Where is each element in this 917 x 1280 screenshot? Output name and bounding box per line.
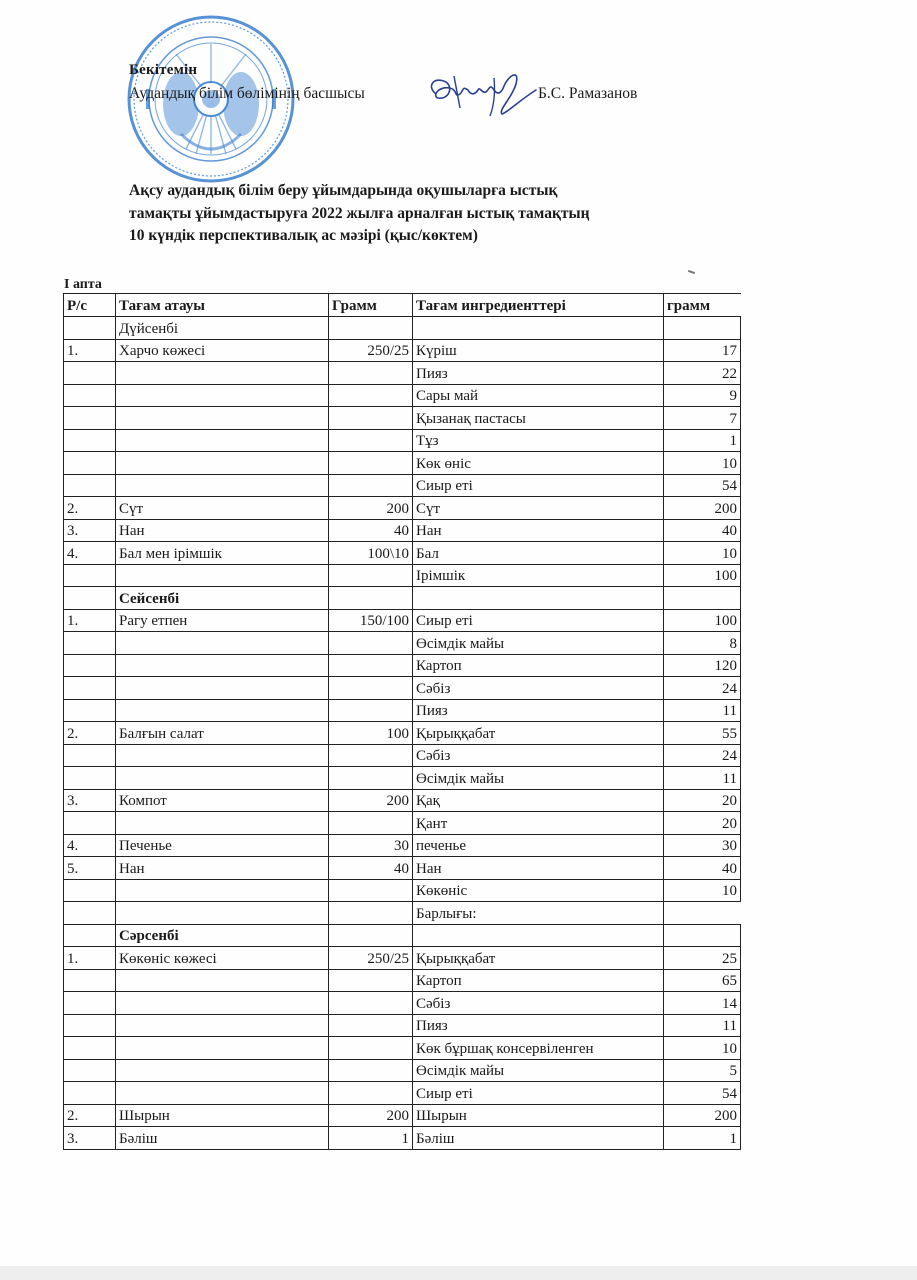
total-row — [64, 902, 741, 925]
cell-ingredient-gram: 10 — [664, 879, 741, 902]
cell-gram: 200 — [329, 1104, 413, 1127]
table-row — [64, 879, 741, 902]
document-title — [129, 180, 729, 248]
cell-gram — [329, 654, 413, 677]
cell-ingredient-gram: 1 — [664, 429, 741, 452]
cell-gram — [329, 1037, 413, 1060]
cell-dish — [116, 1037, 329, 1060]
table-body — [64, 317, 741, 1150]
cell-gram — [329, 407, 413, 430]
cell-ingredient: Сиыр еті — [413, 609, 664, 632]
cell-number — [64, 452, 116, 475]
cell-number — [64, 812, 116, 835]
cell-ingredient: Көк өніс — [413, 452, 664, 475]
cell-gram: 250/25 — [329, 947, 413, 970]
cell-ingredient: Сәбіз — [413, 677, 664, 700]
table-row — [64, 564, 741, 587]
cell-dish — [116, 564, 329, 587]
menu-table — [63, 293, 741, 1150]
table-row — [64, 1104, 741, 1127]
cell-ingredient-gram: 8 — [664, 632, 741, 655]
cell-ingredient-gram: 11 — [664, 699, 741, 722]
cell-dish — [116, 699, 329, 722]
week-label: I апта — [64, 277, 102, 292]
table-row — [64, 407, 741, 430]
table-header-row — [64, 294, 741, 317]
column-header-gram: Грамм — [329, 294, 413, 317]
cell-gram — [329, 744, 413, 767]
cell-gram — [329, 587, 413, 610]
cell-ingredient-gram: 40 — [664, 857, 741, 880]
cell-gram: 200 — [329, 497, 413, 520]
cell-ingredient-gram: 1 — [664, 1127, 741, 1150]
cell-dish: Сейсенбі — [116, 587, 329, 610]
table-row — [64, 497, 741, 520]
cell-number — [64, 924, 116, 947]
cell-ingredient: Картоп — [413, 969, 664, 992]
cell-gram — [329, 879, 413, 902]
cell-ingredient: Сиыр еті — [413, 1082, 664, 1105]
cell-number — [64, 744, 116, 767]
day-row — [64, 317, 741, 340]
table-row — [64, 339, 741, 362]
table-row — [64, 362, 741, 385]
cell-number — [64, 677, 116, 700]
cell-ingredient-gram: 200 — [664, 1104, 741, 1127]
table-row — [64, 722, 741, 745]
cell-number — [64, 564, 116, 587]
cell-gram — [329, 564, 413, 587]
cell-ingredient-gram: 10 — [664, 542, 741, 565]
cell-ingredient: Нан — [413, 857, 664, 880]
cell-ingredient — [413, 317, 664, 340]
cell-ingredient: Шырын — [413, 1104, 664, 1127]
cell-ingredient: Қақ — [413, 789, 664, 812]
cell-ingredient-gram: 120 — [664, 654, 741, 677]
cell-number — [64, 1082, 116, 1105]
cell-gram: 40 — [329, 519, 413, 542]
cell-dish — [116, 879, 329, 902]
cell-ingredient: Сәбіз — [413, 744, 664, 767]
column-header-ingredients: Тағам ингредиенттері — [413, 294, 664, 317]
cell-ingredient-gram: 10 — [664, 452, 741, 475]
cell-ingredient-gram: 11 — [664, 767, 741, 790]
table-row — [64, 1082, 741, 1105]
table-row — [64, 632, 741, 655]
cell-gram — [329, 362, 413, 385]
cell-gram — [329, 317, 413, 340]
cell-number: 2. — [64, 722, 116, 745]
cell-ingredient: Қызанақ пастасы — [413, 407, 664, 430]
cell-dish — [116, 452, 329, 475]
table-row — [64, 699, 741, 722]
table-row — [64, 452, 741, 475]
cell-dish — [116, 474, 329, 497]
cell-gram — [329, 1014, 413, 1037]
cell-ingredient — [413, 587, 664, 610]
table-row — [64, 1059, 741, 1082]
cell-number — [64, 699, 116, 722]
table-row — [64, 542, 741, 565]
table-row — [64, 857, 741, 880]
table-row — [64, 1014, 741, 1037]
cell-dish — [116, 362, 329, 385]
cell-ingredient-gram: 7 — [664, 407, 741, 430]
cell-number: 5. — [64, 857, 116, 880]
cell-number — [64, 1059, 116, 1082]
cell-ingredient-gram: 65 — [664, 969, 741, 992]
day-row — [64, 924, 741, 947]
cell-ingredient-gram — [664, 317, 741, 340]
table-row — [64, 1127, 741, 1150]
cell-number — [64, 1014, 116, 1037]
column-header-dish: Тағам атауы — [116, 294, 329, 317]
cell-ingredient-gram — [664, 924, 741, 947]
cell-gram: 100\10 — [329, 542, 413, 565]
table-row — [64, 384, 741, 407]
cell-dish: Нан — [116, 857, 329, 880]
cell-ingredient-gram: 100 — [664, 564, 741, 587]
cell-number — [64, 1037, 116, 1060]
table-row — [64, 789, 741, 812]
cell-ingredient: Сүт — [413, 497, 664, 520]
column-header-ingredient-gram: грамм — [664, 294, 741, 317]
cell-ingredient-gram: 25 — [664, 947, 741, 970]
cell-dish: Көкөніс көжесі — [116, 947, 329, 970]
table-row — [64, 609, 741, 632]
cell-ingredient: Бәліш — [413, 1127, 664, 1150]
cell-ingredient: Картоп — [413, 654, 664, 677]
cell-ingredient-gram: 20 — [664, 812, 741, 835]
cell-dish — [116, 384, 329, 407]
cell-number: 2. — [64, 1104, 116, 1127]
cell-ingredient-gram — [664, 587, 741, 610]
title-line-2: тамақты ұйымдастыруға 2022 жылға арналған ыстық тамақтың — [129, 204, 590, 222]
cell-gram: 200 — [329, 789, 413, 812]
cell-ingredient: Сәбіз — [413, 992, 664, 1015]
page-bottom-edge — [0, 1266, 917, 1280]
table-row — [64, 677, 741, 700]
cell-gram — [329, 632, 413, 655]
cell-ingredient: Қырыққабат — [413, 947, 664, 970]
cell-gram — [329, 902, 413, 925]
day-row — [64, 587, 741, 610]
cell-ingredient: Ірімшік — [413, 564, 664, 587]
cell-dish: Дүйсенбі — [116, 317, 329, 340]
cell-dish — [116, 767, 329, 790]
cell-number: 4. — [64, 542, 116, 565]
cell-ingredient: Көк бұршақ консервіленген — [413, 1037, 664, 1060]
cell-dish — [116, 677, 329, 700]
cell-dish: Сүт — [116, 497, 329, 520]
table-row — [64, 812, 741, 835]
cell-ingredient-gram: 14 — [664, 992, 741, 1015]
cell-number: 3. — [64, 789, 116, 812]
cell-number: 4. — [64, 834, 116, 857]
cell-gram — [329, 969, 413, 992]
cell-gram — [329, 429, 413, 452]
cell-number — [64, 474, 116, 497]
cell-dish — [116, 992, 329, 1015]
cell-ingredient: Пияз — [413, 362, 664, 385]
cell-gram — [329, 812, 413, 835]
cell-dish — [116, 1014, 329, 1037]
table-row — [64, 834, 741, 857]
cell-gram — [329, 699, 413, 722]
cell-dish — [116, 1059, 329, 1082]
cell-ingredient: Көкөніс — [413, 879, 664, 902]
cell-dish — [116, 744, 329, 767]
approver-position: Аудандық білім бөлімінің басшысы — [129, 85, 365, 102]
table-row — [64, 767, 741, 790]
cell-ingredient: Қант — [413, 812, 664, 835]
cell-gram — [329, 992, 413, 1015]
cell-number: 3. — [64, 1127, 116, 1150]
cell-gram: 250/25 — [329, 339, 413, 362]
cell-dish — [116, 1082, 329, 1105]
cell-dish: Бал мен ірімшік — [116, 542, 329, 565]
cell-dish: Шырын — [116, 1104, 329, 1127]
cell-ingredient: Өсімдік майы — [413, 767, 664, 790]
cell-ingredient-gram: 17 — [664, 339, 741, 362]
cell-gram: 30 — [329, 834, 413, 857]
cell-ingredient-gram: 55 — [664, 722, 741, 745]
table-row — [64, 969, 741, 992]
cell-number — [64, 429, 116, 452]
cell-ingredient: Сиыр еті — [413, 474, 664, 497]
cell-ingredient-gram: 11 — [664, 1014, 741, 1037]
cell-gram: 100 — [329, 722, 413, 745]
cell-ingredient-gram: 100 — [664, 609, 741, 632]
cell-ingredient-gram: 20 — [664, 789, 741, 812]
cell-gram: 150/100 — [329, 609, 413, 632]
cell-ingredient-gram: 24 — [664, 744, 741, 767]
signature-icon — [424, 64, 544, 119]
cell-ingredient: Сары май — [413, 384, 664, 407]
table-row — [64, 429, 741, 452]
cell-number — [64, 587, 116, 610]
cell-ingredient-gram: 40 — [664, 519, 741, 542]
cell-ingredient-gram: 30 — [664, 834, 741, 857]
cell-number — [64, 992, 116, 1015]
cell-gram — [329, 384, 413, 407]
cell-gram — [329, 677, 413, 700]
cell-ingredient-gram: 200 — [664, 497, 741, 520]
cell-gram — [329, 1082, 413, 1105]
cell-dish: Нан — [116, 519, 329, 542]
cell-dish: Балғын салат — [116, 722, 329, 745]
cell-gram: 1 — [329, 1127, 413, 1150]
cell-ingredient: Барлығы: — [413, 902, 664, 925]
cell-dish: Рагу етпен — [116, 609, 329, 632]
table-row — [64, 1037, 741, 1060]
cell-ingredient: Пияз — [413, 1014, 664, 1037]
cell-ingredient-gram — [664, 902, 741, 925]
cell-number — [64, 767, 116, 790]
cell-ingredient — [413, 924, 664, 947]
signer-name: Б.С. Рамазанов — [538, 85, 638, 102]
cell-dish — [116, 902, 329, 925]
table-row — [64, 744, 741, 767]
cell-number: 1. — [64, 339, 116, 362]
cell-dish: Сәрсенбі — [116, 924, 329, 947]
cell-dish — [116, 654, 329, 677]
approval-label: Бекітемін — [129, 62, 198, 78]
cell-number — [64, 969, 116, 992]
cell-gram — [329, 767, 413, 790]
cell-ingredient: Өсімдік майы — [413, 632, 664, 655]
table-row — [64, 947, 741, 970]
stray-mark — [688, 270, 695, 274]
cell-ingredient: Өсімдік майы — [413, 1059, 664, 1082]
cell-gram — [329, 474, 413, 497]
cell-gram — [329, 1059, 413, 1082]
cell-number: 3. — [64, 519, 116, 542]
table-row — [64, 474, 741, 497]
title-line-3: 10 күндік перспективалық ас мәзірі (қыс/көктем) — [129, 227, 478, 244]
title-line-1: Ақсу аудандық білім беру ұйымдарында оқушыларға ыстық — [129, 182, 558, 199]
cell-number: 2. — [64, 497, 116, 520]
cell-number: 1. — [64, 609, 116, 632]
cell-ingredient: Пияз — [413, 699, 664, 722]
table-row — [64, 992, 741, 1015]
cell-dish: Бәліш — [116, 1127, 329, 1150]
cell-number — [64, 654, 116, 677]
cell-number — [64, 362, 116, 385]
cell-ingredient-gram: 9 — [664, 384, 741, 407]
column-header-number: Р/с — [64, 294, 116, 317]
cell-dish — [116, 632, 329, 655]
cell-ingredient: Нан — [413, 519, 664, 542]
cell-ingredient-gram: 54 — [664, 1082, 741, 1105]
cell-number — [64, 879, 116, 902]
cell-ingredient-gram: 22 — [664, 362, 741, 385]
cell-ingredient-gram: 24 — [664, 677, 741, 700]
cell-ingredient-gram: 54 — [664, 474, 741, 497]
cell-number: 1. — [64, 947, 116, 970]
cell-gram — [329, 924, 413, 947]
cell-dish — [116, 969, 329, 992]
cell-dish — [116, 429, 329, 452]
table-row — [64, 654, 741, 677]
cell-number — [64, 632, 116, 655]
cell-gram: 40 — [329, 857, 413, 880]
cell-number — [64, 384, 116, 407]
cell-dish — [116, 407, 329, 430]
table-row — [64, 519, 741, 542]
cell-dish — [116, 812, 329, 835]
cell-number — [64, 902, 116, 925]
cell-dish: Печенье — [116, 834, 329, 857]
cell-dish: Харчо көжесі — [116, 339, 329, 362]
cell-ingredient: Қырыққабат — [413, 722, 664, 745]
cell-ingredient: Күріш — [413, 339, 664, 362]
cell-ingredient-gram: 5 — [664, 1059, 741, 1082]
cell-ingredient: Тұз — [413, 429, 664, 452]
cell-gram — [329, 452, 413, 475]
cell-number — [64, 407, 116, 430]
cell-ingredient-gram: 10 — [664, 1037, 741, 1060]
cell-dish: Компот — [116, 789, 329, 812]
cell-ingredient: печенье — [413, 834, 664, 857]
cell-ingredient: Бал — [413, 542, 664, 565]
cell-number — [64, 317, 116, 340]
